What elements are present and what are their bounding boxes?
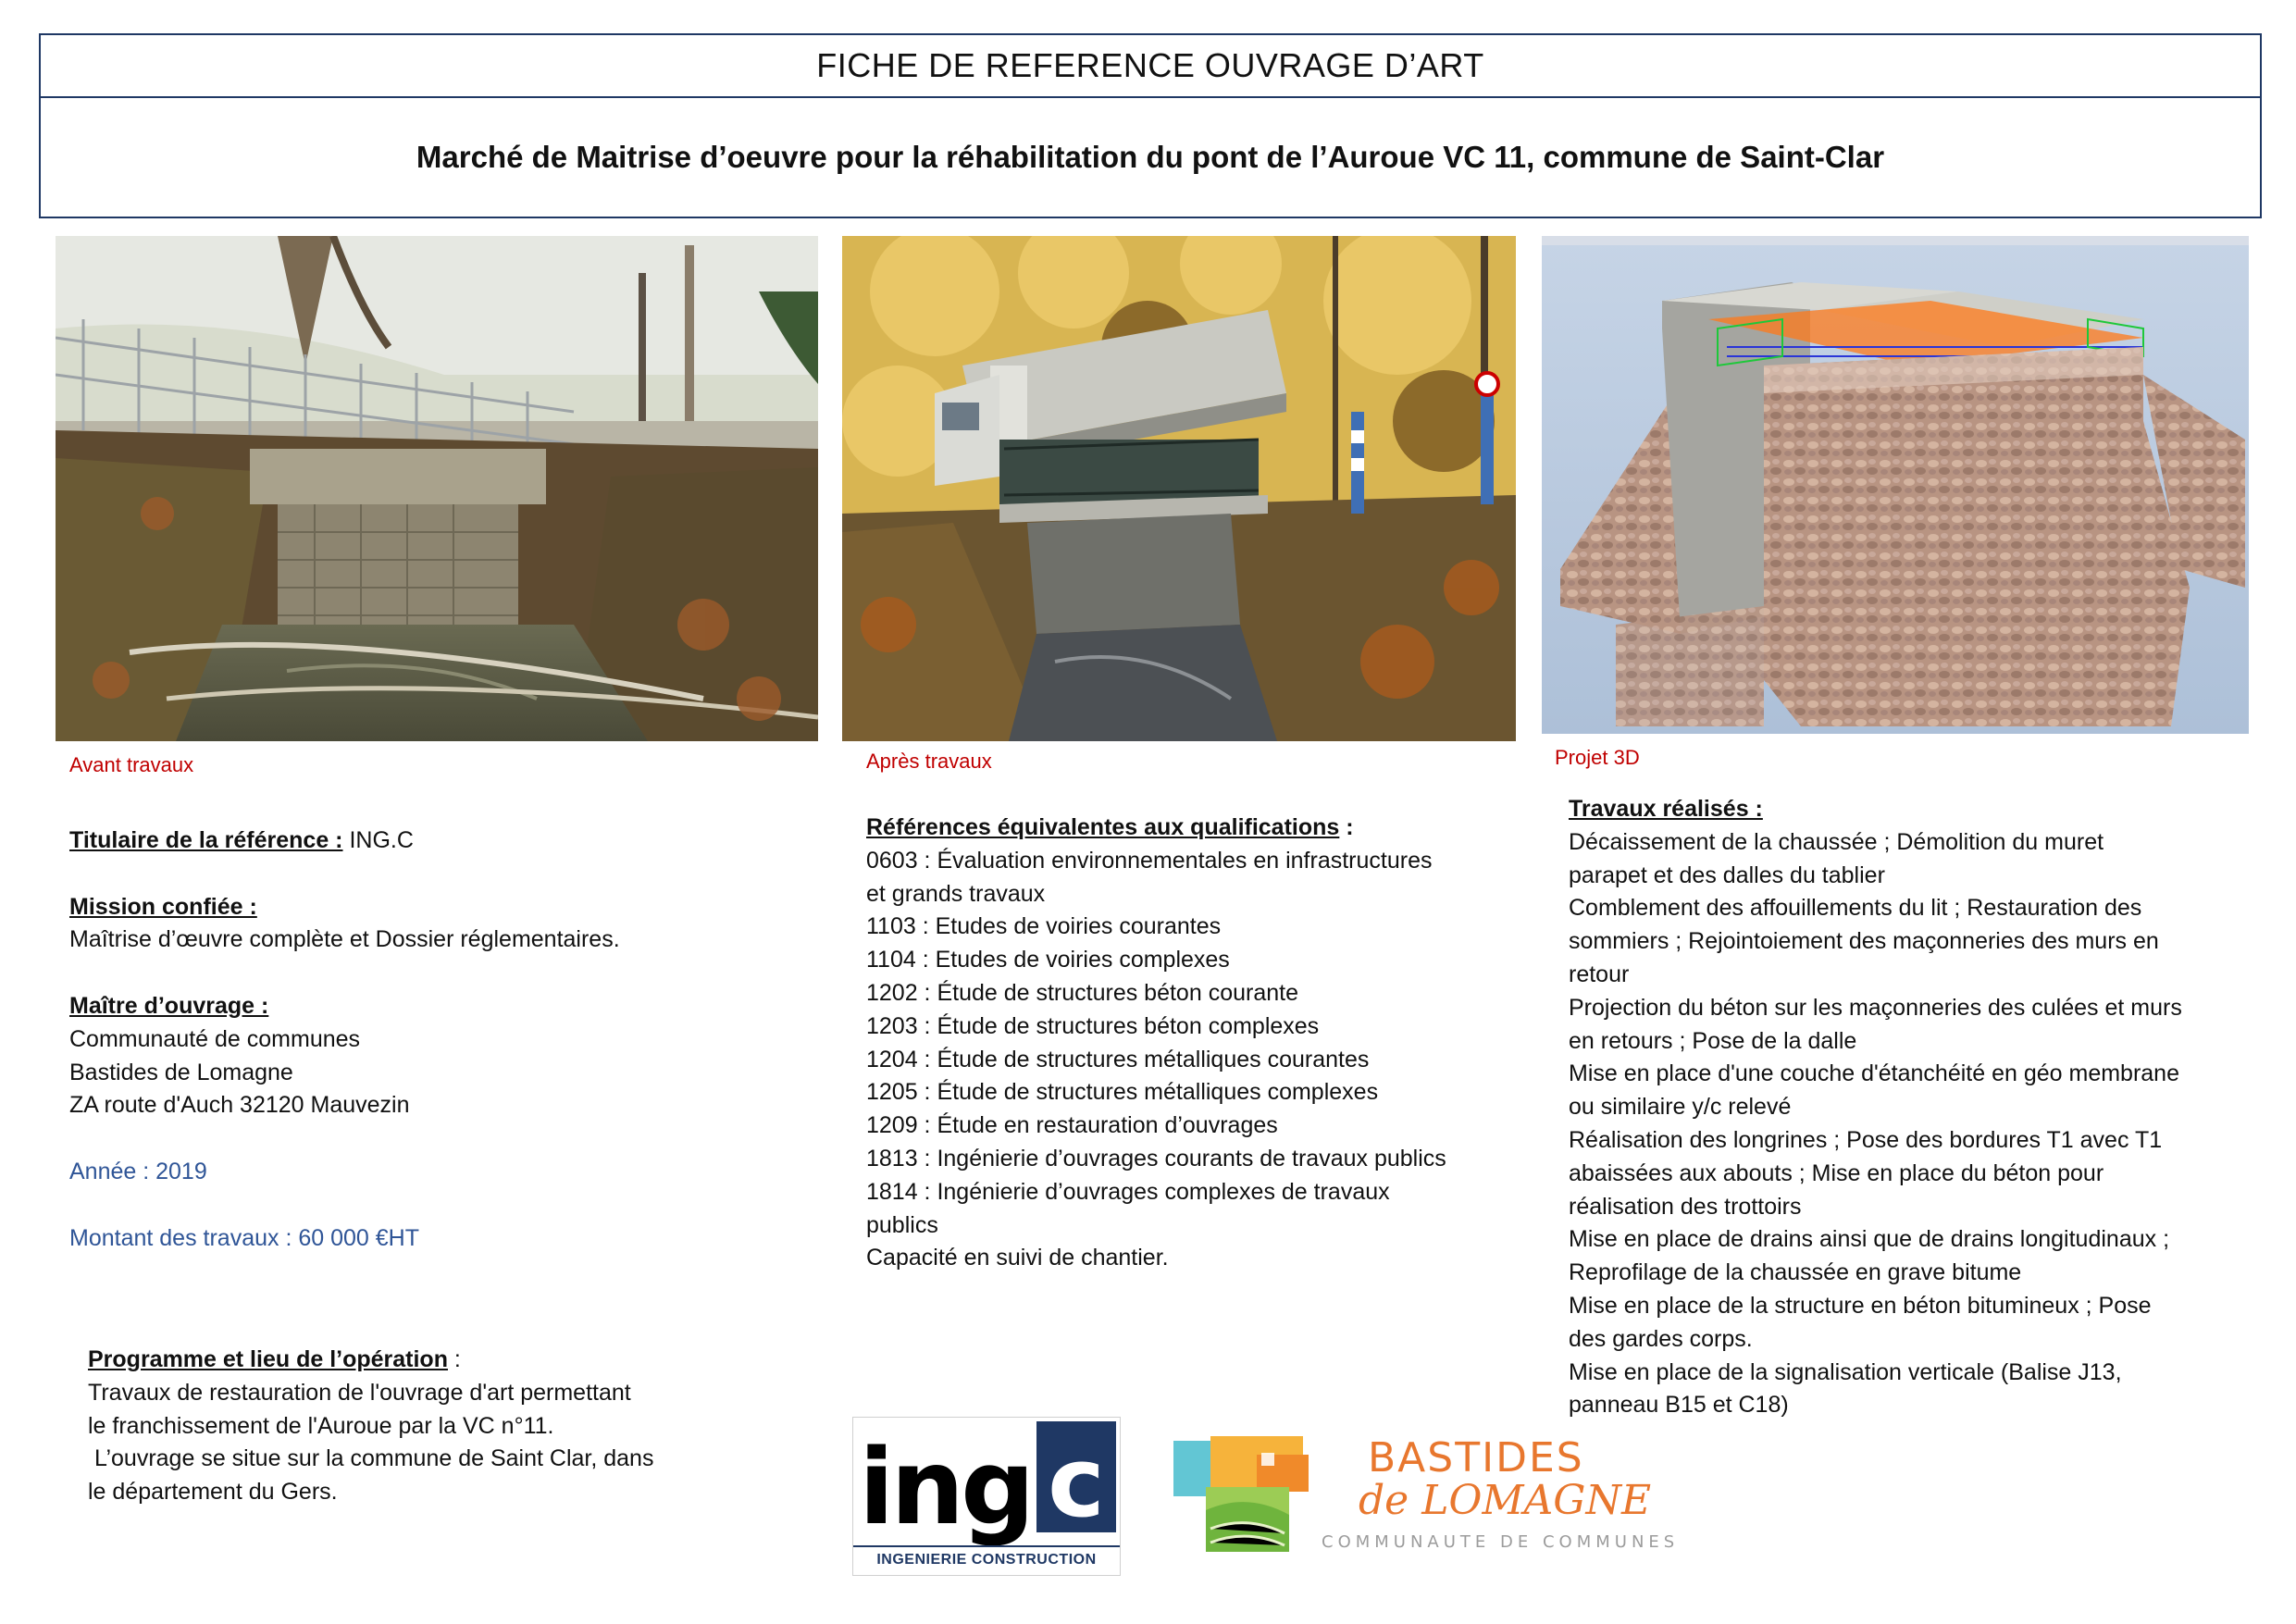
programme-label: Programme et lieu de l’opération [88, 1346, 448, 1372]
ingc-logo-tagline-bar [853, 1545, 1120, 1571]
ingc-logo-tagline: INGENIERIE CONSTRUCTION [876, 1552, 1097, 1568]
travaux-line: abaissées aux abouts ; Mise en place du béton pour [1569, 1159, 2104, 1186]
programme-line: le département du Gers. [88, 1479, 338, 1506]
ingc-logo-wordmark [859, 1428, 1032, 1548]
titulaire-row [69, 824, 810, 858]
bastides-logo-name: BASTIDES [1368, 1434, 1584, 1481]
ingc-logo-ing: ing [859, 1428, 1032, 1548]
reference-line: et grands travaux [866, 880, 1046, 907]
document-title: FICHE DE REFERENCE OUVRAGE D’ART [816, 46, 1484, 84]
travaux-line: Mise en place de drains ainsi que de drains longitudinaux ; [1569, 1226, 2170, 1253]
programme-label-suffix: : [447, 1346, 461, 1372]
reference-line: 1205 : Étude de structures métalliques complexes [866, 1079, 1379, 1106]
reference-line: 1209 : Étude en restauration d’ouvrages [866, 1112, 1278, 1139]
travaux-line: Projection du béton sur les maçonneries des culées et murs [1569, 994, 2182, 1021]
programme-line: le franchissement de l'Auroue par la VC n°11. [88, 1412, 554, 1439]
travaux-line: Décaissement de la chaussée ; Démolition du muret [1569, 828, 2104, 855]
caption-before-works: Avant travaux [69, 753, 194, 776]
travaux-line: Mise en place d'une couche d'étanchéité en géo membrane [1569, 1060, 2179, 1087]
travaux-line: en retours ; Pose de la dalle [1569, 1027, 1857, 1054]
references-label-suffix: : [1339, 814, 1354, 840]
programme-block [88, 1344, 754, 1509]
reference-line: 1203 : Étude de structures béton complexes [866, 1012, 1320, 1039]
bastides-logo-subtitle: COMMUNAUTE DE COMMUNES [1322, 1532, 1680, 1552]
montant: Montant des travaux : 60 000 €HT [69, 1224, 419, 1251]
references-block [866, 812, 1514, 1275]
travaux-line: ou similaire y/c relevé [1569, 1094, 1792, 1121]
travaux-line: des gardes corps. [1569, 1325, 1753, 1352]
maitre-line: Bastides de Lomagne [69, 1059, 293, 1085]
bastides-logo-name2: de LOMAGNE [1359, 1477, 1652, 1524]
reference-line: 1814 : Ingénierie d’ouvrages complexes de travaux [866, 1178, 1390, 1205]
photo-before-works [56, 236, 818, 741]
reference-line: 1202 : Étude de structures béton courante [866, 979, 1298, 1006]
travaux-line: Mise en place de la structure en béton bitumineux ; Pose [1569, 1292, 2152, 1319]
bastides-logo-emblem [1173, 1436, 1312, 1556]
programme-line: L’ouvrage se situe sur la commune de Saint Clar, dans [88, 1445, 654, 1472]
travaux-line: réalisation des trottoirs [1569, 1193, 1802, 1220]
photo-after-works [842, 236, 1516, 741]
ingc-logo-c-square [1036, 1421, 1116, 1539]
project-title-box [39, 96, 2262, 218]
references-label: Références équivalentes aux qualifications [866, 814, 1340, 840]
travaux-block [1569, 793, 2253, 1422]
travaux-line: parapet et des dalles du tablier [1569, 862, 1885, 888]
titulaire-value: ING.C [342, 827, 414, 853]
reference-line: Capacité en suivi de chantier. [866, 1245, 1169, 1271]
travaux-label: Travaux réalisés : [1569, 796, 1763, 822]
travaux-line: Réalisation des longrines ; Pose des bordures T1 avec T1 [1569, 1126, 2163, 1153]
project-title: Marché de Maitrise d’oeuvre pour la réhabilitation du pont de l’Auroue VC 11, commune de Saint-Clar [416, 140, 1885, 174]
reference-line: 1103 : Etudes de voiries courantes [866, 913, 1222, 940]
travaux-line: Reprofilage de la chaussée en grave bitume [1569, 1259, 2022, 1286]
travaux-line: retour [1569, 961, 1630, 987]
reference-line: 1104 : Etudes de voiries complexes [866, 947, 1230, 973]
travaux-line: Mise en place de la signalisation verticale (Balise J13, [1569, 1358, 2122, 1385]
left-info-block [69, 824, 810, 1255]
maitre-label: Maître d’ouvrage : [69, 992, 269, 1019]
reference-line: 1204 : Étude de structures métalliques courantes [866, 1046, 1370, 1072]
travaux-line: panneau B15 et C18) [1569, 1392, 1789, 1419]
titulaire-label: Titulaire de la référence : [69, 827, 343, 853]
maitre-line: Communauté de communes [69, 1025, 361, 1052]
caption-after-works: Après travaux [866, 750, 992, 773]
maitre-line: ZA route d'Auch 32120 Mauvezin [69, 1092, 410, 1119]
image-3d-model [1542, 236, 2249, 734]
programme-heading [88, 1344, 754, 1377]
reference-line: 1813 : Ingénierie d’ouvrages courants de travaux publics [866, 1145, 1446, 1172]
reference-line: publics [866, 1211, 938, 1238]
document-title-box [39, 33, 2262, 98]
travaux-line: sommiers ; Rejointoiement des maçonneries des murs en [1569, 928, 2159, 955]
programme-line: Travaux de restauration de l'ouvrage d'art permettant [88, 1379, 631, 1406]
mission-label: Mission confiée : [69, 893, 257, 920]
caption-3d-model: Projet 3D [1555, 746, 1640, 769]
mission-value: Maîtrise d’œuvre complète et Dossier réglementaires. [69, 926, 620, 953]
travaux-line: Comblement des affouillements du lit ; Restauration des [1569, 895, 2142, 922]
ingc-logo-c: c [1048, 1426, 1105, 1539]
reference-line: 0603 : Évaluation environnementales en infrastructures [866, 847, 1433, 874]
references-heading [866, 812, 1514, 845]
bastides-logo [1173, 1436, 1756, 1556]
ingc-logo [853, 1418, 1120, 1575]
annee: Année : 2019 [69, 1158, 207, 1184]
